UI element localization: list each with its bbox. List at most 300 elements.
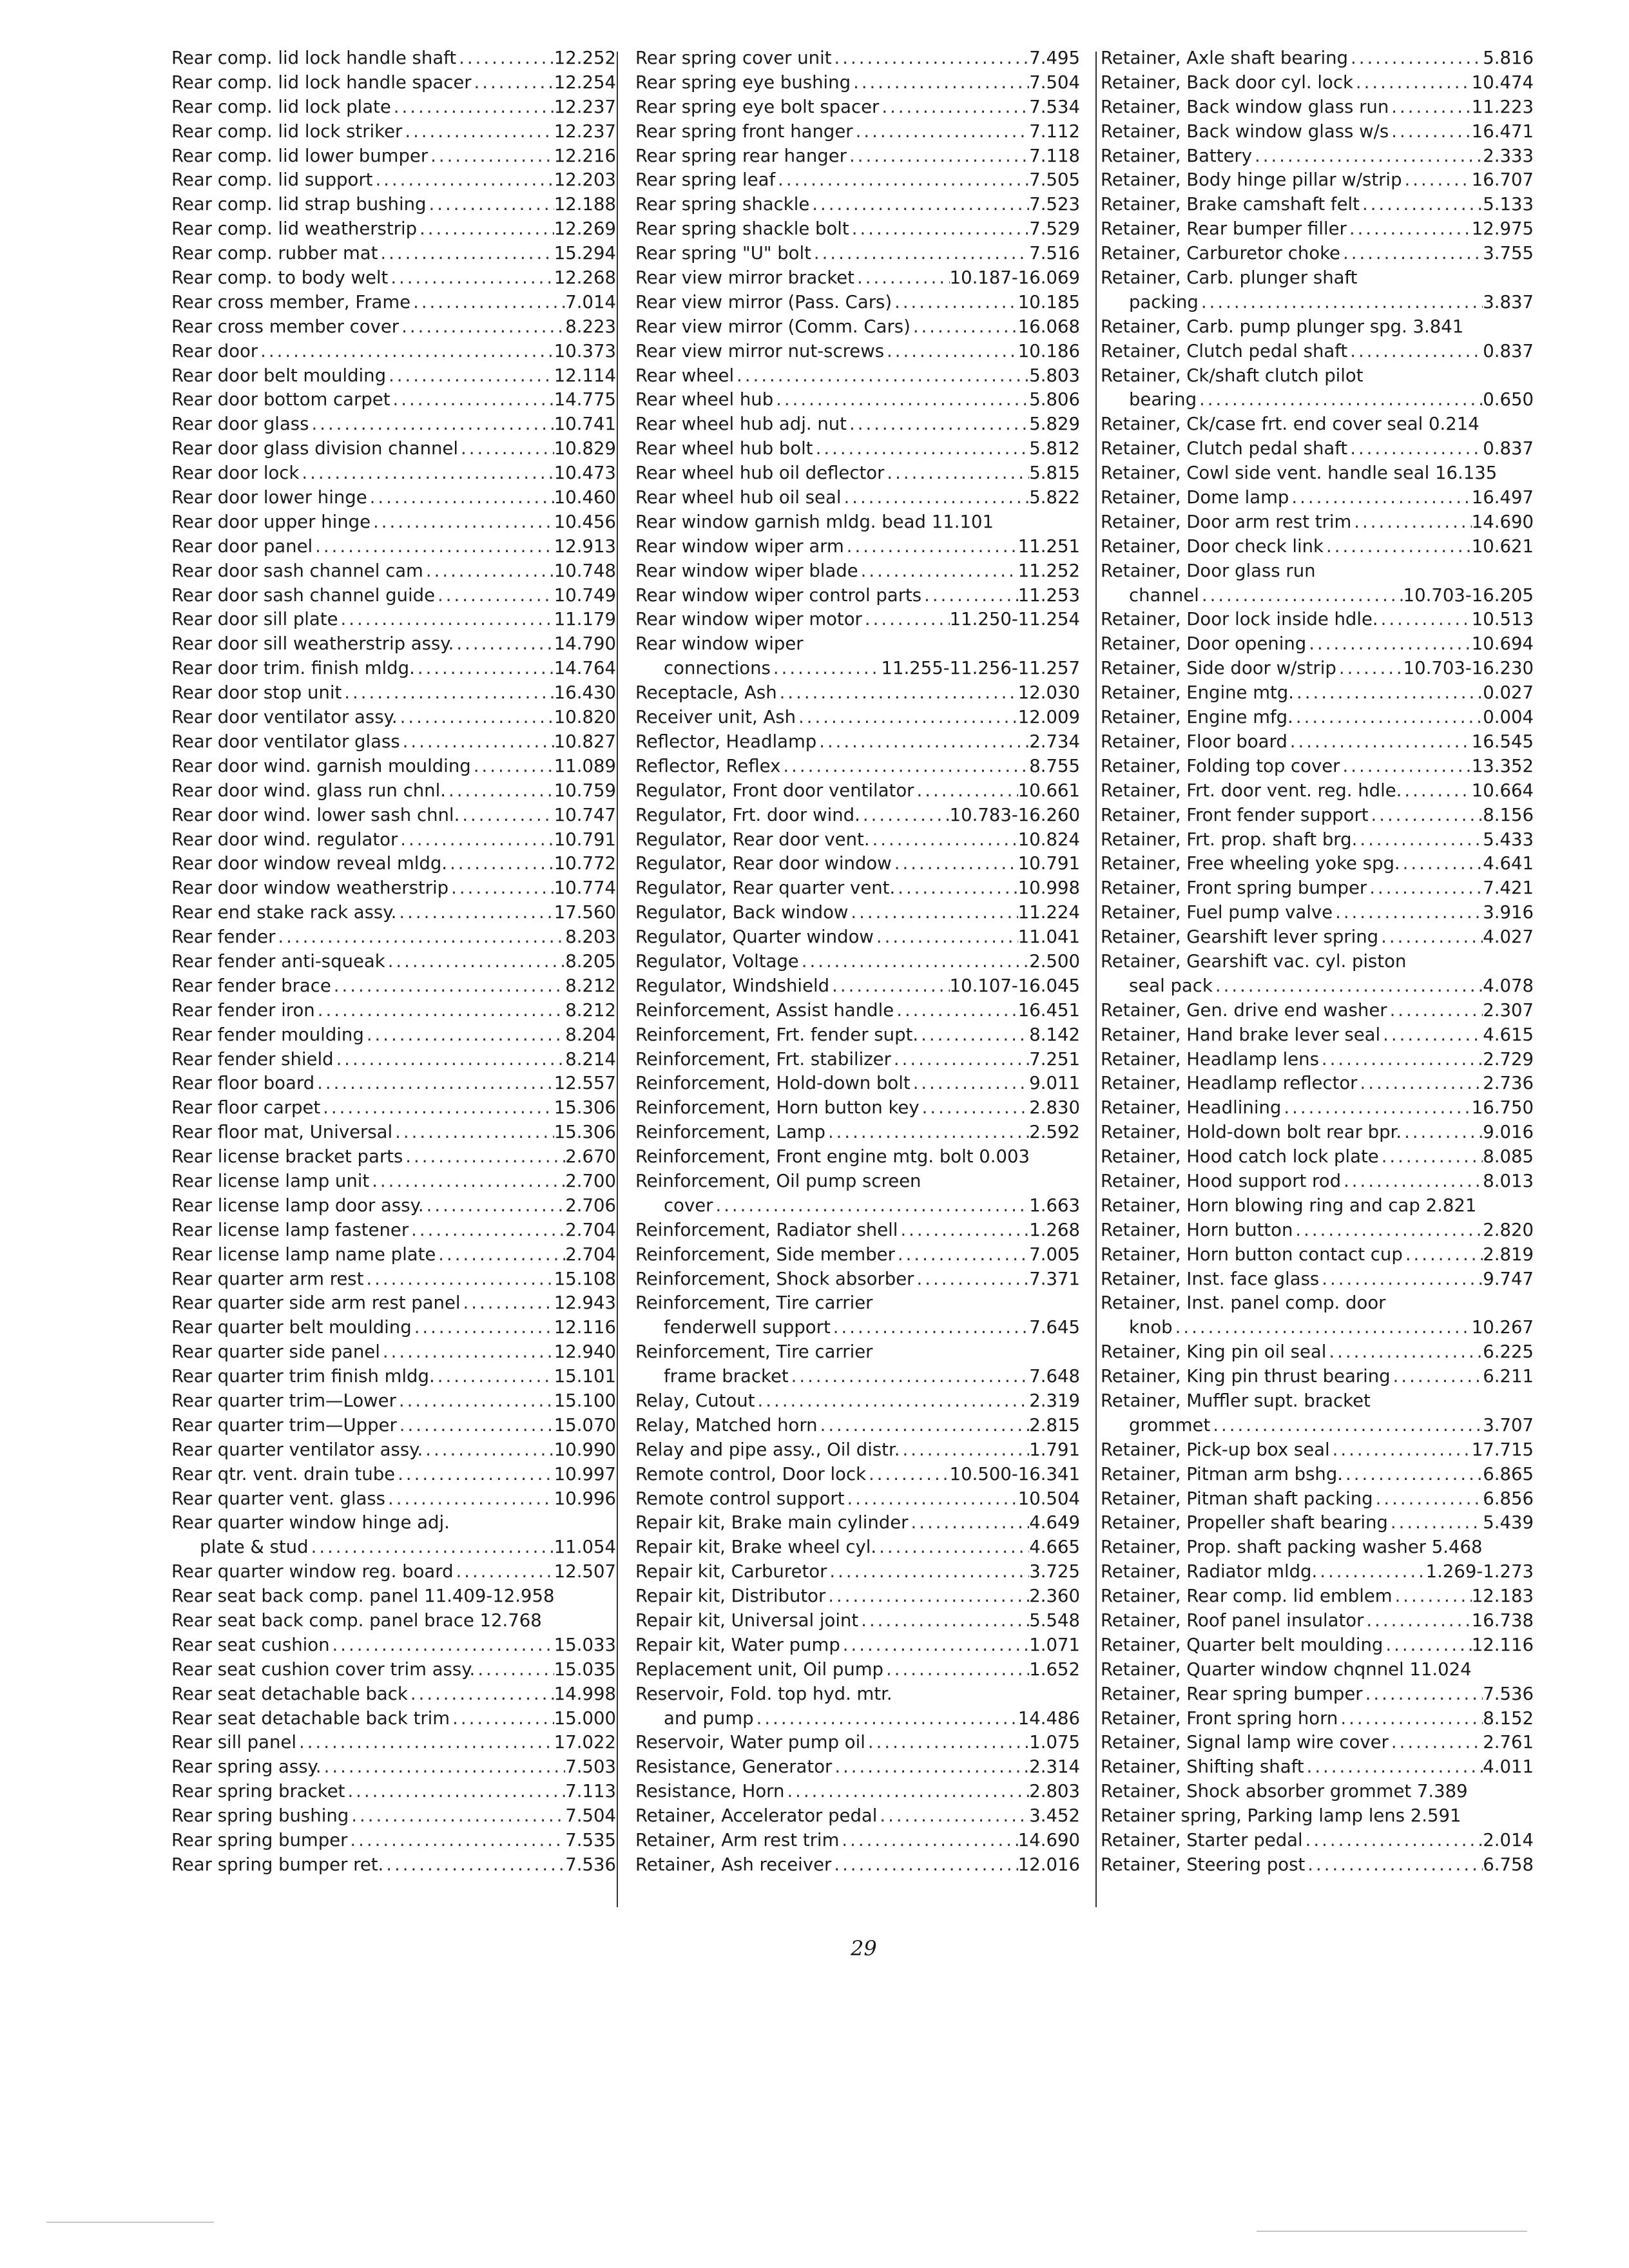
entry-reference: 16.451 [1017, 999, 1080, 1021]
entry-name: Reinforcement, Tire carrier [635, 1341, 873, 1363]
entry-reference: 10.373 [554, 340, 616, 361]
dot-leader [848, 901, 1017, 925]
entry-reference: 7.516 [1029, 243, 1080, 264]
entry-name: Remote control, Door lock [635, 1463, 867, 1485]
dot-leader [275, 925, 565, 950]
entry-name: Reinforcement, Shock absorber [635, 1268, 914, 1289]
index-entry [635, 1048, 1080, 1072]
index-entry [635, 803, 1080, 828]
entry-reference: 3.452 [1029, 1805, 1080, 1827]
dot-leader [829, 974, 950, 999]
dot-leader [1403, 1243, 1483, 1267]
entry-name: Regulator, Quarter window [635, 927, 874, 948]
dot-leader [1199, 291, 1483, 315]
dot-leader [832, 46, 1030, 71]
entry-name: Retainer, Inst. face glass [1101, 1268, 1320, 1289]
entry-name: Rear wheel hub [635, 389, 774, 410]
entry-name: Retainer, Radiator mldg. [1101, 1561, 1318, 1582]
entry-name: Rear quarter trim—Lower [171, 1390, 396, 1411]
entry-name: Rear spring bumper [171, 1830, 348, 1851]
entry-name: Rear seat detachable back [171, 1683, 408, 1704]
entry-reference: 10.504 [1017, 1488, 1080, 1509]
index-entry [1101, 999, 1534, 1023]
dot-leader [879, 95, 1029, 120]
dot-leader [831, 1316, 1030, 1340]
dot-leader [921, 584, 1018, 608]
entry-name: Rear comp. lid lock striker [171, 120, 403, 142]
index-entry [171, 1072, 616, 1096]
dot-leader [542, 1609, 616, 1633]
index-entry [171, 46, 616, 71]
index-entry [635, 1072, 1080, 1096]
entry-reference: 12.507 [554, 1561, 616, 1582]
index-entry [635, 120, 1080, 144]
dot-leader [1391, 1365, 1483, 1389]
entry-name: Retainer, Hold-down bolt rear bpr. [1101, 1122, 1402, 1143]
index-entry [1101, 852, 1534, 876]
dot-leader [847, 412, 1029, 437]
entry-name: Retainer, Frt. door vent. reg. hdle. [1101, 780, 1402, 801]
entry-reference: 2.706 [565, 1195, 616, 1216]
entry-reference: 10.513 [1471, 609, 1534, 630]
entry-reference: 7.112 [1029, 120, 1080, 142]
index-entry [635, 1829, 1080, 1853]
entry-name: Rear spring "U" bolt [635, 243, 811, 264]
index-entry [171, 1511, 616, 1535]
entry-name: Rear seat cushion [171, 1634, 330, 1655]
entry-reference: 10.747 [554, 804, 616, 825]
dot-leader [1030, 1145, 1080, 1169]
index-entry [1101, 510, 1534, 535]
entry-name: Rear door trim. finish mldg. [171, 658, 415, 679]
entry-reference: 16.471 [1471, 120, 1534, 142]
dot-leader [320, 1096, 554, 1120]
index-entry [1101, 1755, 1534, 1780]
index-entry [635, 1780, 1080, 1804]
entry-reference: 0.004 [1483, 707, 1534, 728]
entry-name: Rear wheel hub oil seal [635, 487, 842, 508]
entry-name: Retainer, Muffler supt. bracket [1101, 1390, 1371, 1411]
entry-name: Retainer, Rear bumper filler [1101, 218, 1347, 240]
entry-name: Reflector, Headlamp [635, 731, 817, 752]
entry-reference: 0.650 [1483, 389, 1534, 410]
entry-reference: 2.014 [1483, 1830, 1534, 1851]
dot-leader [771, 657, 882, 681]
entry-name: Retainer, Signal lamp wire cover [1101, 1732, 1389, 1753]
dot-leader [415, 657, 554, 681]
dot-leader [844, 535, 1018, 559]
entry-name: Rear seat cushion cover trim assy. [171, 1658, 476, 1680]
entry-reference: 14.998 [554, 1683, 616, 1704]
entry-reference: 1.268 [1029, 1219, 1080, 1240]
index-entry [1101, 828, 1534, 852]
index-entry [635, 1853, 1080, 1878]
dot-leader [847, 144, 1029, 169]
dot-leader [395, 1463, 554, 1487]
entry-name: Retainer, Pitman arm bshg. [1101, 1463, 1344, 1485]
entry-reference: 15.033 [554, 1634, 616, 1655]
index-entry [1101, 71, 1534, 95]
entry-reference: 2.333 [1483, 145, 1534, 166]
index-entry [1101, 1267, 1534, 1292]
index-entry [171, 1340, 616, 1365]
entry-name: Retainer, Ck/case frt. end cover seal 0.214 [1101, 414, 1480, 435]
entry-reference: 12.254 [554, 72, 616, 93]
entry-name: Retainer, Rear spring bumper [1101, 1683, 1363, 1704]
entry-reference: 8.205 [565, 950, 616, 972]
dot-leader [840, 1633, 1029, 1658]
index-entry [171, 754, 616, 779]
entry-reference: 7.504 [565, 1805, 616, 1827]
dot-leader [446, 779, 554, 803]
index-entry [635, 412, 1080, 437]
entry-reference: 10.474 [1471, 72, 1534, 93]
entry-reference: 12.268 [554, 267, 616, 289]
index-entry [1101, 632, 1534, 657]
entry-reference: 10.267 [1471, 1317, 1534, 1338]
entry-reference: 10.997 [554, 1463, 616, 1485]
dot-leader [734, 364, 1029, 389]
entry-name: Retainer, Arm rest trim [635, 1830, 840, 1851]
dot-leader [1357, 1072, 1483, 1096]
index-entry [1101, 1023, 1534, 1048]
index-entry [1101, 364, 1534, 389]
dot-leader [884, 340, 1018, 364]
entry-reference: 2.729 [1483, 1048, 1534, 1070]
entry-name: Retainer, Clutch pedal shaft [1101, 340, 1348, 361]
entry-reference: 2.670 [565, 1146, 616, 1168]
entry-name: Rear door belt moulding [171, 365, 387, 386]
index-entry [1101, 803, 1534, 828]
entry-name: Retainer, Hood support rod [1101, 1170, 1342, 1191]
entry-reference: 12.943 [554, 1293, 616, 1314]
dot-leader [1357, 266, 1534, 291]
dot-leader [1371, 1389, 1534, 1414]
index-entry [635, 632, 1080, 657]
entry-name: Retainer, Carb. pump plunger spg. 3.841 [1101, 316, 1464, 337]
index-entry [635, 340, 1080, 364]
index-entry [1101, 779, 1534, 803]
dot-leader [1210, 1414, 1483, 1438]
dot-leader [1340, 242, 1483, 266]
entry-reference: 8.013 [1483, 1170, 1534, 1191]
dot-leader [450, 1707, 554, 1731]
entry-name: Rear cross member cover [171, 316, 400, 337]
index-entry [1101, 1463, 1534, 1487]
entry-reference: 15.306 [554, 1097, 616, 1119]
dot-leader [773, 388, 1029, 412]
entry-reference: 7.648 [1029, 1366, 1080, 1387]
entry-reference: 5.816 [1483, 48, 1534, 68]
index-entry [635, 1438, 1080, 1463]
dot-leader [891, 1048, 1029, 1072]
entry-reference: 7.535 [565, 1830, 616, 1851]
index-entry [171, 1682, 616, 1707]
entry-name: Resistance, Horn [635, 1781, 785, 1802]
index-entry [171, 584, 616, 608]
entry-reference: 2.700 [565, 1170, 616, 1191]
entry-reference: 11.054 [554, 1537, 616, 1558]
index-column-2 [635, 46, 1080, 1878]
index-entry [635, 779, 1080, 803]
index-entry [171, 1560, 616, 1584]
index-entry [171, 1658, 616, 1682]
entry-name: Relay, Matched horn [635, 1414, 818, 1436]
index-entry [1101, 1145, 1534, 1169]
entry-name: Rear window garnish mldg. bead 11.101 [635, 511, 994, 532]
index-entry [635, 1609, 1080, 1633]
entry-name: Rear cross member, Frame [171, 291, 411, 312]
dot-leader [390, 388, 554, 412]
entry-name: Reinforcement, Tire carrier [635, 1293, 873, 1314]
entry-name: Reinforcement, Hold-down bolt [635, 1073, 911, 1094]
dot-leader [409, 1218, 565, 1243]
index-entry [1101, 584, 1534, 608]
dot-leader [827, 1560, 1029, 1584]
entry-reference: 4.665 [1029, 1537, 1080, 1558]
index-entry [171, 1755, 616, 1780]
index-entry [171, 1218, 616, 1243]
index-entry [1101, 706, 1534, 730]
dot-leader [1402, 1120, 1483, 1145]
entry-reference: 1.791 [1029, 1439, 1080, 1460]
entry-reference: 16.068 [1017, 316, 1080, 337]
dot-leader [1173, 1316, 1472, 1340]
index-entry [171, 999, 616, 1023]
entry-name: Rear quarter ventilator assy. [171, 1439, 423, 1460]
entry-reference: 5.812 [1029, 438, 1080, 459]
index-entry [635, 730, 1080, 754]
index-column-3 [1101, 46, 1534, 1878]
dot-leader [345, 1780, 565, 1804]
entry-name: Rear comp. lid lock plate [171, 96, 391, 117]
entry-name: Reinforcement, Assist handle [635, 999, 894, 1021]
entry-reference: 8.085 [1483, 1146, 1534, 1168]
entry-name: Rear comp. to body welt [171, 267, 389, 289]
entry-name: Rear wheel hub bolt [635, 438, 813, 459]
entry-reference: 8.203 [565, 927, 616, 948]
dot-leader [1463, 315, 1534, 340]
index-entry [1101, 608, 1534, 632]
dot-leader [402, 120, 554, 144]
dot-leader [314, 1072, 554, 1096]
dot-leader [914, 1267, 1029, 1292]
entry-name: Repair kit, Universal joint [635, 1610, 859, 1631]
entry-name: Retainer, Door glass run [1101, 560, 1316, 581]
entry-name: Retainer, King pin oil seal [1101, 1341, 1327, 1363]
index-entry [635, 46, 1080, 71]
entry-reference: 15.306 [554, 1122, 616, 1143]
entry-name: Rear fender brace [171, 975, 331, 996]
entry-name: Rear quarter window hinge adj. [171, 1512, 450, 1533]
entry-name: Rear wheel hub adj. nut [635, 414, 847, 435]
entry-reference: 12.269 [554, 218, 616, 240]
dot-leader [459, 803, 554, 828]
index-entry [1101, 1780, 1534, 1804]
entry-reference: 11.252 [1017, 560, 1080, 581]
entry-reference: 2.319 [1029, 1390, 1080, 1411]
dot-leader [1402, 779, 1471, 803]
entry-name: Retainer, Horn blowing ring and cap 2.821 [1101, 1195, 1477, 1216]
index-entry [635, 1804, 1080, 1829]
dot-leader [892, 852, 1018, 876]
dot-leader [378, 242, 554, 266]
entry-reference: 10.748 [554, 560, 616, 581]
index-entry [635, 1243, 1080, 1267]
dot-leader [408, 1682, 554, 1707]
entry-reference: 11.041 [1017, 927, 1080, 948]
dot-leader [849, 217, 1030, 242]
dot-leader [832, 1755, 1029, 1780]
index-entry [171, 803, 616, 828]
entry-name: Rear comp. lid strap bushing [171, 194, 427, 215]
index-entry [1101, 1633, 1534, 1658]
entry-name: grommet [1129, 1414, 1211, 1436]
dot-leader [866, 1463, 950, 1487]
dot-leader [841, 486, 1029, 510]
index-entry [171, 1829, 616, 1853]
index-entry [171, 1243, 616, 1267]
dot-leader [403, 1145, 565, 1169]
index-entry [1101, 950, 1534, 974]
entry-name: Repair kit, Distributor [635, 1586, 826, 1607]
index-entry [635, 315, 1080, 340]
index-entry [635, 681, 1080, 706]
dot-leader [796, 706, 1018, 730]
entry-reference: 6.225 [1483, 1341, 1534, 1363]
entry-name: Reflector, Reflex [635, 755, 781, 776]
dot-leader [911, 1072, 1030, 1096]
index-entry [1101, 1096, 1534, 1120]
dot-leader [813, 437, 1030, 461]
index-entry [171, 315, 616, 340]
dot-leader [1360, 193, 1483, 217]
entry-reference: 12.116 [554, 1317, 616, 1338]
entry-reference: 2.734 [1029, 731, 1080, 752]
entry-reference: 6.856 [1483, 1488, 1534, 1509]
entry-reference: 10.621 [1471, 535, 1534, 557]
index-entry [171, 657, 616, 681]
index-entry [635, 1316, 1080, 1340]
entry-reference: 12.913 [554, 535, 616, 557]
entry-reference: 4.027 [1483, 927, 1534, 948]
index-entry [1101, 1048, 1534, 1072]
index-entry [171, 437, 616, 461]
entry-reference: 14.775 [554, 389, 616, 410]
entry-reference: 12.009 [1017, 707, 1080, 728]
index-entry [171, 1096, 616, 1120]
entry-name: Retainer, Shock absorber grommet 7.389 [1101, 1781, 1468, 1802]
entry-reference: 12.940 [554, 1341, 616, 1363]
index-entry [171, 1194, 616, 1218]
index-entry [1101, 217, 1534, 242]
index-entry [171, 1853, 616, 1878]
entry-name: Rear seat detachable back trim [171, 1707, 450, 1729]
entry-reference: 1.663 [1029, 1195, 1080, 1216]
index-entry [635, 1267, 1080, 1292]
entry-name: Repair kit, Brake main cylinder [635, 1512, 909, 1533]
entry-name: Regulator, Rear door window [635, 853, 892, 874]
entry-reference: 11.251 [1017, 535, 1080, 557]
entry-name: Rear quarter vent. glass [171, 1488, 385, 1509]
entry-name: Retainer, Horn button [1101, 1219, 1293, 1240]
entry-name: Rear license lamp fastener [171, 1219, 409, 1240]
dot-leader [309, 412, 554, 437]
dot-leader [1472, 1658, 1534, 1682]
dot-leader [865, 1731, 1029, 1755]
index-entry [171, 901, 616, 925]
index-entry [171, 217, 616, 242]
index-entry [635, 828, 1080, 852]
entry-reference: 7.113 [565, 1781, 616, 1802]
entry-name: Rear door sash channel cam [171, 560, 423, 581]
entry-reference: 8.214 [565, 1048, 616, 1070]
dot-leader [447, 852, 554, 876]
entry-reference: 2.314 [1029, 1756, 1080, 1778]
entry-reference: 3.707 [1483, 1414, 1534, 1436]
entry-name: Rear comp. lid support [171, 169, 373, 191]
entry-name: Retainer, Starter pedal [1101, 1830, 1303, 1851]
dot-leader [777, 681, 1018, 706]
entry-name: Rear door lower hinge [171, 487, 367, 508]
index-entry [1101, 1511, 1534, 1535]
dot-leader [1351, 510, 1471, 535]
entry-name: Rear floor mat, Universal [171, 1122, 393, 1143]
index-entry [1101, 535, 1534, 559]
dot-leader [1287, 730, 1472, 754]
entry-name: Rear door sill plate [171, 609, 338, 630]
dot-leader [371, 510, 554, 535]
entry-name: Rear end stake rack assy. [171, 902, 397, 923]
entry-name: Retainer, Accelerator pedal [635, 1805, 878, 1827]
index-entry [1101, 1316, 1534, 1340]
entry-reference: 8.755 [1029, 755, 1080, 776]
entry-reference: 5.822 [1029, 487, 1080, 508]
index-entry [171, 1804, 616, 1829]
index-entry [1101, 1487, 1534, 1512]
index-entry [1101, 120, 1534, 144]
dot-leader [851, 71, 1029, 95]
entry-reference: 10.749 [554, 584, 616, 606]
page-number: 29 [851, 1936, 877, 1961]
entry-name: Reinforcement, Radiator shell [635, 1219, 898, 1240]
entry-reference: 4.615 [1483, 1024, 1534, 1045]
index-entry [1101, 1340, 1534, 1365]
dot-leader [872, 1291, 1080, 1316]
entry-name: Remote control support [635, 1488, 845, 1509]
entry-reference: 10.774 [554, 878, 616, 899]
entry-name: seal pack [1129, 975, 1213, 996]
entry-name: Retainer, Propeller shaft bearing [1101, 1512, 1388, 1533]
entry-reference: 10.107-16.045 [949, 975, 1080, 996]
dot-leader [1389, 1731, 1483, 1755]
index-entry [171, 1535, 616, 1560]
entry-reference: 10.824 [1017, 829, 1080, 850]
index-entry [171, 1463, 616, 1487]
dot-leader [862, 608, 950, 632]
index-entry [1101, 1365, 1534, 1389]
entry-name: Rear door sill weatherstrip assy. [171, 633, 454, 655]
dot-leader [1393, 1584, 1472, 1609]
entry-reference: 12.237 [554, 96, 616, 117]
index-entry [1101, 1414, 1534, 1438]
entry-name: Rear door wind. glass run chnl. [171, 780, 446, 801]
entry-name: Rear door window reveal mldg. [171, 853, 448, 874]
index-entry [171, 852, 616, 876]
entry-name: Rear door wind. lower sash chnl. [171, 804, 460, 825]
entry-name: Receiver unit, Ash [635, 707, 796, 728]
entry-reference: 11.179 [554, 609, 616, 630]
